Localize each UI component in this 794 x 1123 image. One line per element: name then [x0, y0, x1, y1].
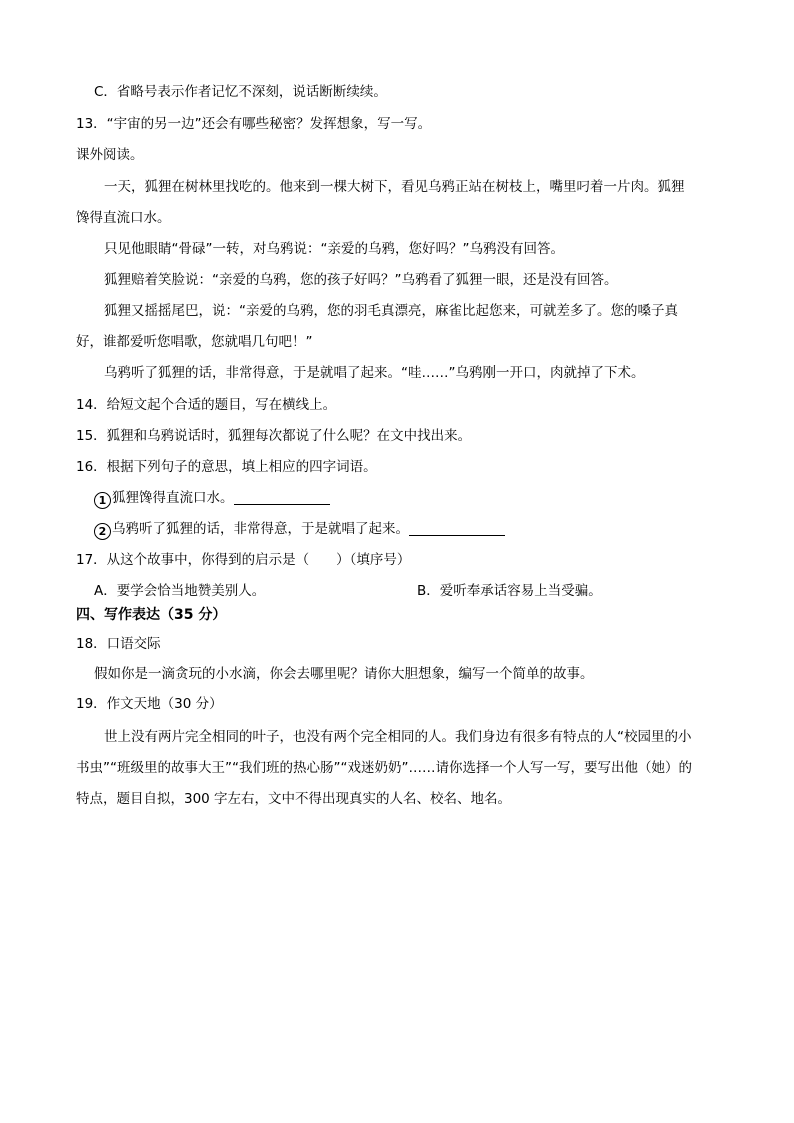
circled-number-2: 2: [94, 523, 111, 540]
question-19-prompt-line-1: 世上没有两片完全相同的叶子，也没有两个完全相同的人。我们身边有很多有特点的人“校园里的小: [104, 729, 692, 745]
section-heading-writing: 四、写作表达（35 分）: [76, 607, 227, 623]
question-16-item-1: [94, 489, 330, 509]
question-18-prompt: 假如你是一滴贪玩的小水滴，你会去哪里呢？请你大胆想象，编写一个简单的故事。: [94, 666, 594, 682]
option-c-line: C．省略号表示作者记忆不深刻，说话断断续续。: [94, 84, 387, 100]
question-16-item-2-text: 乌鸦听了狐狸的话，非常得意，于是就唱了起来。: [112, 521, 409, 537]
question-19: 19．作文天地（30 分）: [76, 696, 223, 712]
passage-paragraph-2: 只见他眼睛“骨碌”一转，对乌鸦说：“亲爱的乌鸦，您好吗？”乌鸦没有回答。: [104, 241, 564, 257]
passage-paragraph-1-line-2: 馋得直流口水。: [76, 210, 171, 226]
circled-number-1: 1: [94, 492, 111, 509]
passage-paragraph-4-line-1: 狐狸又摇摇尾巴，说：“亲爱的乌鸦，您的羽毛真漂亮，麻雀比起您来，可就差多了。您的嗓子真: [104, 303, 678, 319]
option-b: B．爱听奉承话容易上当受骗。: [417, 583, 602, 599]
question-16-item-2: [94, 520, 505, 540]
question-17: 17．从这个故事中，你得到的启示是（ ）（填序号）: [76, 552, 411, 568]
question-16: 16．根据下列句子的意思，填上相应的四字词语。: [76, 459, 377, 475]
reading-section-label: 课外阅读。: [76, 147, 144, 163]
passage-paragraph-1-line-1: 一天，狐狸在树林里找吃的。他来到一棵大树下，看见乌鸦正站在树枝上，嘴里叼着一片肉。狐狸: [104, 179, 685, 195]
question-18: 18．口语交际: [76, 636, 161, 652]
passage-paragraph-3: 狐狸赔着笑脸说：“亲爱的乌鸦，您的孩子好吗？”乌鸦看了狐狸一眼，还是没有回答。: [104, 272, 618, 288]
question-14: 14．给短文起个合适的题目，写在横线上。: [76, 397, 337, 413]
answer-blank-2[interactable]: [409, 521, 505, 536]
question-16-item-1-text: 狐狸馋得直流口水。: [112, 490, 234, 506]
question-19-prompt-line-2: 书虫”“班级里的故事大王”“我们班的热心肠”“戏迷奶奶”……请你选择一个人写一写，要写出他（她）的: [76, 760, 692, 776]
question-19-prompt-line-3: 特点，题目自拟，300 字左右，文中不得出现真实的人名、校名、地名。: [76, 791, 512, 807]
question-15: 15．狐狸和乌鸦说话时，狐狸每次都说了什么呢？在文中找出来。: [76, 428, 472, 444]
question-13: 13．“宇宙的另一边”还会有哪些秘密？发挥想象，写一写。: [76, 116, 432, 132]
passage-paragraph-4-line-2: 好，谁都爱听您唱歌，您就唱几句吧！”: [76, 334, 313, 350]
option-a: A．要学会恰当地赞美别人。: [94, 583, 266, 599]
passage-paragraph-5: 乌鸦听了狐狸的话，非常得意，于是就唱了起来。“哇……”乌鸦刚一开口，肉就掉了下术。: [104, 365, 645, 381]
answer-blank-1[interactable]: [234, 490, 330, 505]
